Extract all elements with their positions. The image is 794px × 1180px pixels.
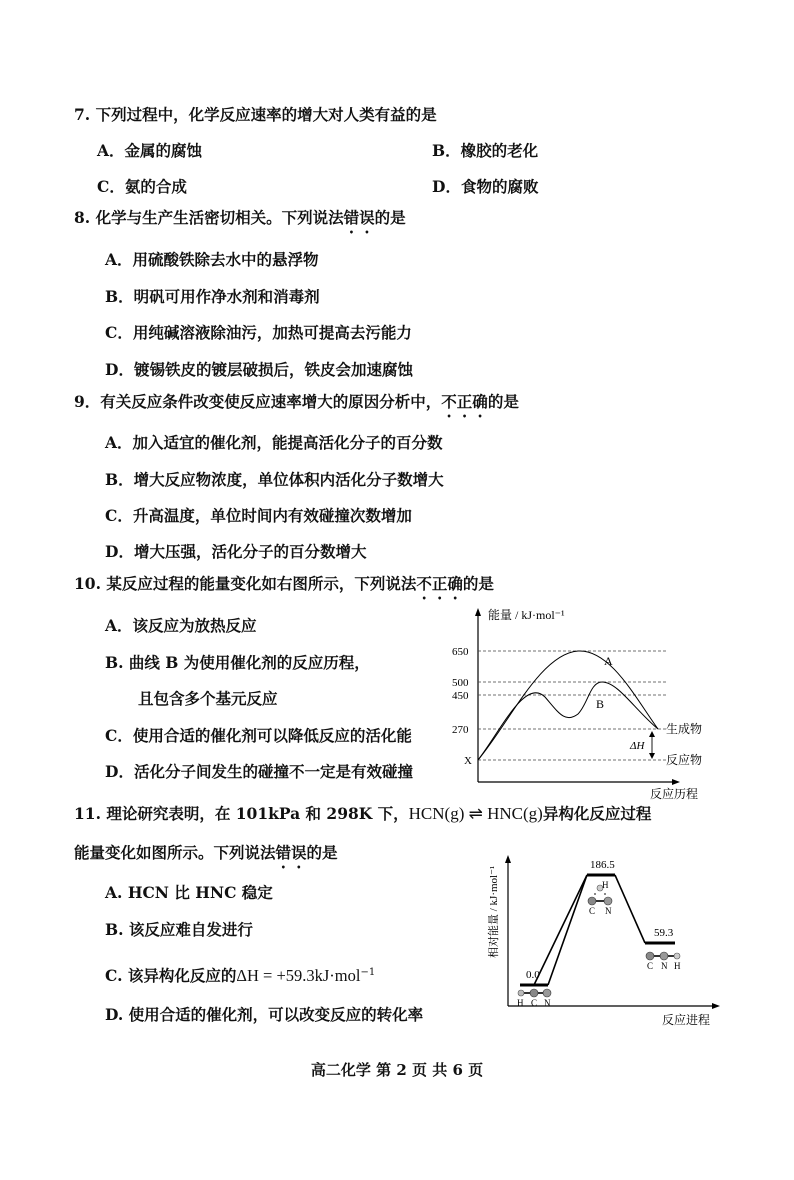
q7-option-d: D．食物的腐败 — [432, 177, 539, 196]
q11-mol3-c: C — [647, 961, 654, 971]
q11-emphasis: 错误 — [275, 843, 307, 862]
q7-option-a: A．金属的腐蚀 — [97, 141, 203, 160]
q11-option-a: A. HCN 比 HNC 稳定 — [105, 883, 273, 902]
q10-tick-650: 650 — [452, 646, 469, 658]
q11-level-186: 186.5 — [590, 859, 615, 871]
q11-mol2-h: H — [602, 880, 609, 890]
q11-option-c: C. 该异构化反应的ΔH = +59.3kJ·mol$^{-1}$ — [105, 966, 376, 986]
q11-level-59: 59.3 — [654, 927, 674, 939]
q10-label-b: B — [596, 697, 605, 711]
q10-emphasis: 不正确 — [416, 574, 463, 593]
q10-option-a: A．该反应为放热反应 — [105, 616, 257, 635]
q10-tick-x: X — [464, 755, 472, 767]
q11-xlabel: 反应进程 — [662, 1013, 711, 1027]
q11-mol3-n: N — [661, 961, 668, 971]
q9-emphasis: 不正确 — [441, 392, 488, 411]
q11-option-d: D. 使用合适的催化剂，可以改变反应的转化率 — [105, 1005, 424, 1024]
q11-mol3-h: H — [674, 961, 681, 971]
q7-option-b: B．橡胶的老化 — [432, 141, 539, 160]
q11-ylabel: 相对能量 / kJ·mol⁻¹ — [488, 865, 500, 958]
q10-xlabel: 反应历程 — [650, 787, 699, 801]
q11-stem-line1: 11. 理论研究表明，在 101kPa 和 298K 下，HCN(g) ⇌ HNC(g)异构化反应过程 — [74, 804, 652, 823]
q8-option-d: D．镀锡铁皮的镀层破损后，铁皮会加速腐蚀 — [105, 360, 413, 379]
q7-stem: 7. 下列过程中，化学反应速率的增大对人类有益的是 — [74, 105, 437, 124]
q8-stem: 8. 化学与生产生活密切相关。下列说法错误的是 — [74, 208, 406, 227]
q10-energy-diagram — [430, 602, 703, 802]
q10-label-a: A — [604, 654, 613, 668]
q7-option-c: C．氨的合成 — [97, 177, 187, 196]
q10-stem: 10. 某反应过程的能量变化如右图所示，下列说法不正确的是 — [74, 574, 494, 593]
q8-option-a: A．用硫酸铁除去水中的悬浮物 — [105, 250, 319, 269]
q8-emphasis: 错误 — [343, 208, 375, 227]
q10-tick-270: 270 — [452, 724, 469, 736]
q11-mol1-n: N — [544, 998, 551, 1008]
q9-option-b: B．增大反应物浓度，单位体积内活化分子数增大 — [105, 470, 444, 489]
q11-mol2-n: N — [605, 906, 612, 916]
q10-tick-500: 500 — [452, 677, 469, 689]
q11-level-0: 0.0 — [526, 969, 540, 981]
q8-option-c: C．用纯碱溶液除油污，加热可提高去污能力 — [105, 323, 412, 342]
q10-label-reactant: 反应物 — [666, 753, 703, 767]
q10-option-b-line2: 且包含多个基元反应 — [138, 689, 278, 708]
q9-option-c: C．升高温度，单位时间内有效碰撞次数增加 — [105, 506, 412, 525]
q8-option-b: B．明矾可用作净水剂和消毒剂 — [105, 287, 320, 306]
q11-mol1-c: C — [531, 998, 538, 1008]
q11-stem-line2: 能量变化如图所示。下列说法错误的是 — [74, 843, 338, 862]
q11-energy-diagram — [480, 848, 740, 1028]
q11-option-b: B. 该反应难自发进行 — [105, 920, 253, 939]
page-footer: 高二化学 第 2 页 共 6 页 — [310, 1061, 484, 1079]
q10-label-dh: ΔH — [630, 740, 645, 752]
q10-label-product: 生成物 — [666, 722, 703, 736]
q10-ylabel: 能量 / kJ·mol⁻¹ — [488, 608, 565, 622]
q10-option-b-line1: B. 曲线 B 为使用催化剂的反应历程， — [105, 653, 370, 672]
q10-option-c: C．使用合适的催化剂可以降低反应的活化能 — [105, 726, 412, 745]
q10-tick-450: 450 — [452, 690, 469, 702]
q11-mol1-h: H — [517, 998, 524, 1008]
q9-option-a: A．加入适宜的催化剂，能提高活化分子的百分数 — [105, 433, 443, 452]
q11-mol2-c: C — [589, 906, 596, 916]
q9-option-d: D．增大压强，活化分子的百分数增大 — [105, 542, 367, 561]
q10-option-d: D．活化分子间发生的碰撞不一定是有效碰撞 — [105, 762, 413, 781]
q9-stem: 9．有关反应条件改变使反应速率增大的原因分析中，不正确的是 — [74, 392, 519, 411]
